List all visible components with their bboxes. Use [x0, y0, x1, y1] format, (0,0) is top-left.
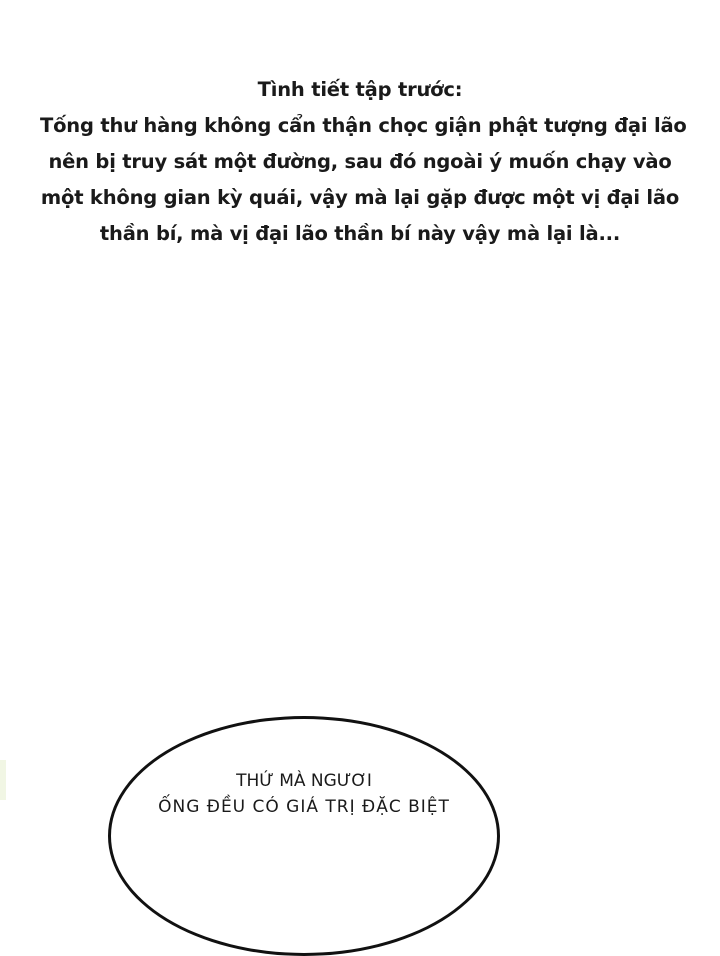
- recap-line: một không gian kỳ quái, vậy mà lại gặp được một vị đại lão: [40, 186, 680, 209]
- recap-line: Tống thư hàng không cẩn thận chọc giận phật tượng đại lão: [40, 114, 687, 137]
- speech-line-2-cropped: [108, 794, 500, 804]
- previous-episode-recap: [40, 72, 687, 252]
- speech-bubble-text: [108, 768, 500, 804]
- speech-line-1: THỨ MÀ NGƯƠI: [236, 771, 372, 791]
- panel-edge-tint: [0, 760, 6, 800]
- recap-line: thần bí, mà vị đại lão thần bí này vậy mà lại là...: [99, 222, 621, 245]
- speech-bubble: [108, 716, 500, 956]
- recap-title: Tình tiết tập trước:: [257, 78, 463, 101]
- recap-line: nên bị truy sát một đường, sau đó ngoài ý muốn chạy vào: [48, 150, 672, 173]
